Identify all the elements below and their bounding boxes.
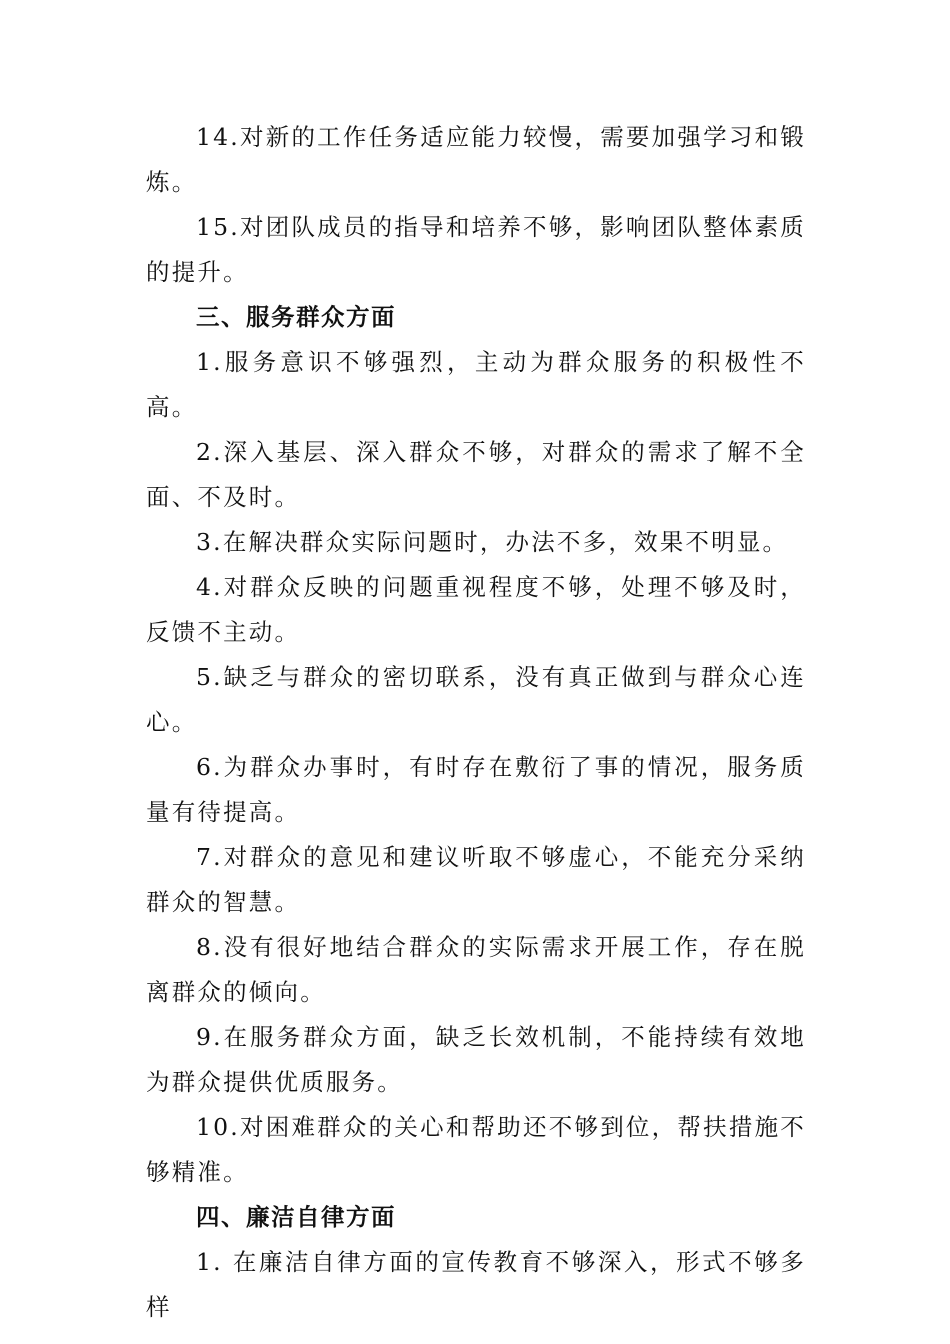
section-heading-service: 三、服务群众方面 (196, 303, 396, 331)
list-item-2: 2.深入基层、深入群众不够，对群众的需求了解不全面、不及时。 (146, 438, 806, 511)
list-item-5: 5.缺乏与群众的密切联系，没有真正做到与群众心连心。 (146, 663, 806, 736)
list-item-3: 3.在解决群众实际问题时，办法不多，效果不明显。 (196, 528, 789, 556)
list-item-7: 7.对群众的意见和建议听取不够虚心，不能充分采纳群众的智慧。 (146, 843, 806, 916)
list-item-14: 14.对新的工作任务适应能力较慢，需要加强学习和锻炼。 (146, 123, 806, 196)
list-item-8: 8.没有很好地结合群众的实际需求开展工作，存在脱离群众的倾向。 (146, 933, 806, 1006)
list-item-6: 6.为群众办事时，有时存在敷衍了事的情况，服务质量有待提高。 (146, 753, 806, 826)
list-item-9: 9.在服务群众方面，缺乏长效机制，不能持续有效地为群众提供优质服务。 (146, 1023, 806, 1096)
list-item-10: 10.对困难群众的关心和帮助还不够到位，帮扶措施不够精准。 (146, 1113, 806, 1186)
document-body (146, 115, 806, 1330)
list-item-4: 4.对群众反映的问题重视程度不够，处理不够及时，反馈不主动。 (146, 573, 806, 646)
list-item-15: 15.对团队成员的指导和培养不够，影响团队整体素质的提升。 (146, 213, 806, 286)
list-item-1: 1.服务意识不够强烈，主动为群众服务的积极性不高。 (146, 348, 806, 421)
section-heading-integrity: 四、廉洁自律方面 (196, 1203, 396, 1231)
list-item-integrity-1: 1. 在廉洁自律方面的宣传教育不够深入，形式不够多样 (146, 1248, 806, 1321)
